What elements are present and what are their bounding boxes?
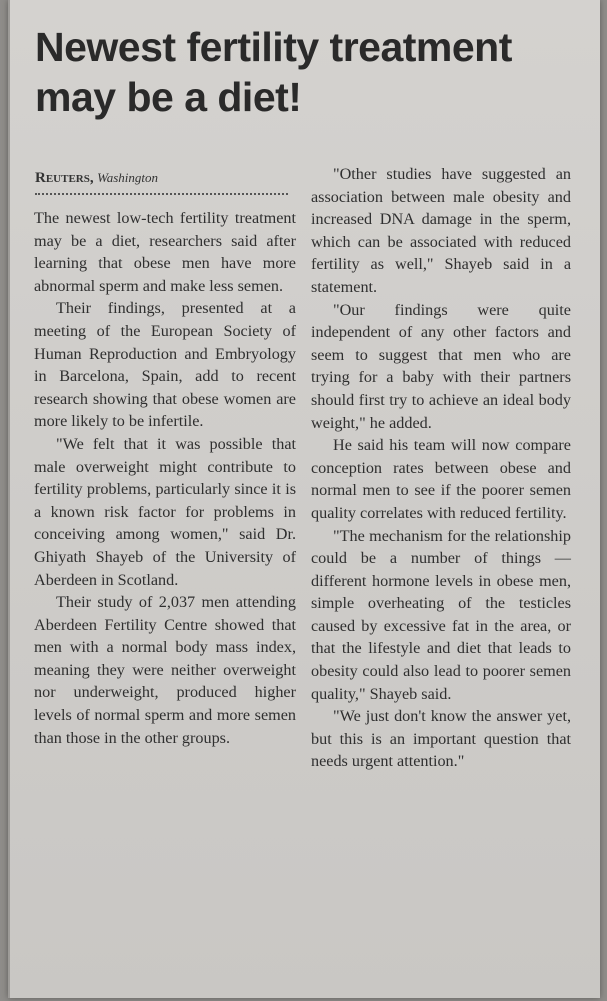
paragraph: "Other studies have suggested an association between male obesity and increased DNA damage in the sperm, which can be associated with reduced fertility as well," Shayeb said in a statement.	[311, 165, 571, 296]
byline-place: Washington	[97, 170, 159, 185]
byline-agency: Reuters,	[35, 170, 94, 186]
article-column-left	[34, 207, 296, 749]
paragraph: "Our findings were quite independent of any other factors and seem to suggest that men who are trying for a baby with their partners should first try to achieve an ideal body weight," he added.	[311, 300, 571, 432]
article-column-right	[311, 163, 571, 773]
paragraph: "The mechanism for the relationship could be a number of things — different hormone levels in obese men, simple overheating of the testicles caused by excessive fat in the area, or that the lifestyle and diet that leads to obesity could also lead to poorer semen quality," Shayeb said.	[311, 526, 571, 703]
paragraph: The newest low-tech fertility treatment may be a diet, researchers said after learning that obese men have more abnormal sperm and make less semen.	[34, 209, 296, 295]
headline-line-2: may be a diet!	[35, 74, 302, 120]
headline-line-1: Newest fertility treatment	[35, 24, 512, 70]
paragraph: "We felt that it was possible that male overweight might contribute to fertility problems, particularly since it is a known risk factor for problems in conceiving among women," said Dr. Ghiyath Shayeb of the University of Aberdeen in Scotland.	[34, 434, 296, 589]
paragraph: "We just don't know the answer yet, but this is an important question that needs urgent attention."	[311, 707, 571, 771]
dotted-divider	[35, 193, 288, 195]
paper-edge	[8, 0, 10, 998]
newspaper-clipping	[8, 0, 600, 998]
headline	[35, 22, 595, 122]
byline	[35, 170, 158, 187]
paragraph: Their findings, presented at a meeting of the European Society of Human Reproduction and Embryology in Barcelona, Spain, add to recent research showing that obese women are more likely to be infertile.	[34, 299, 296, 431]
paragraph: Their study of 2,037 men attending Aberdeen Fertility Centre showed that men with a normal body mass index, meaning they were neither overweight nor underweight, produced higher levels of normal sperm and more semen than those in the other groups.	[34, 593, 296, 747]
paragraph: He said his team will now compare conception rates between obese and normal men to see if the poorer semen quality correlates with reduced fertility.	[311, 436, 571, 522]
